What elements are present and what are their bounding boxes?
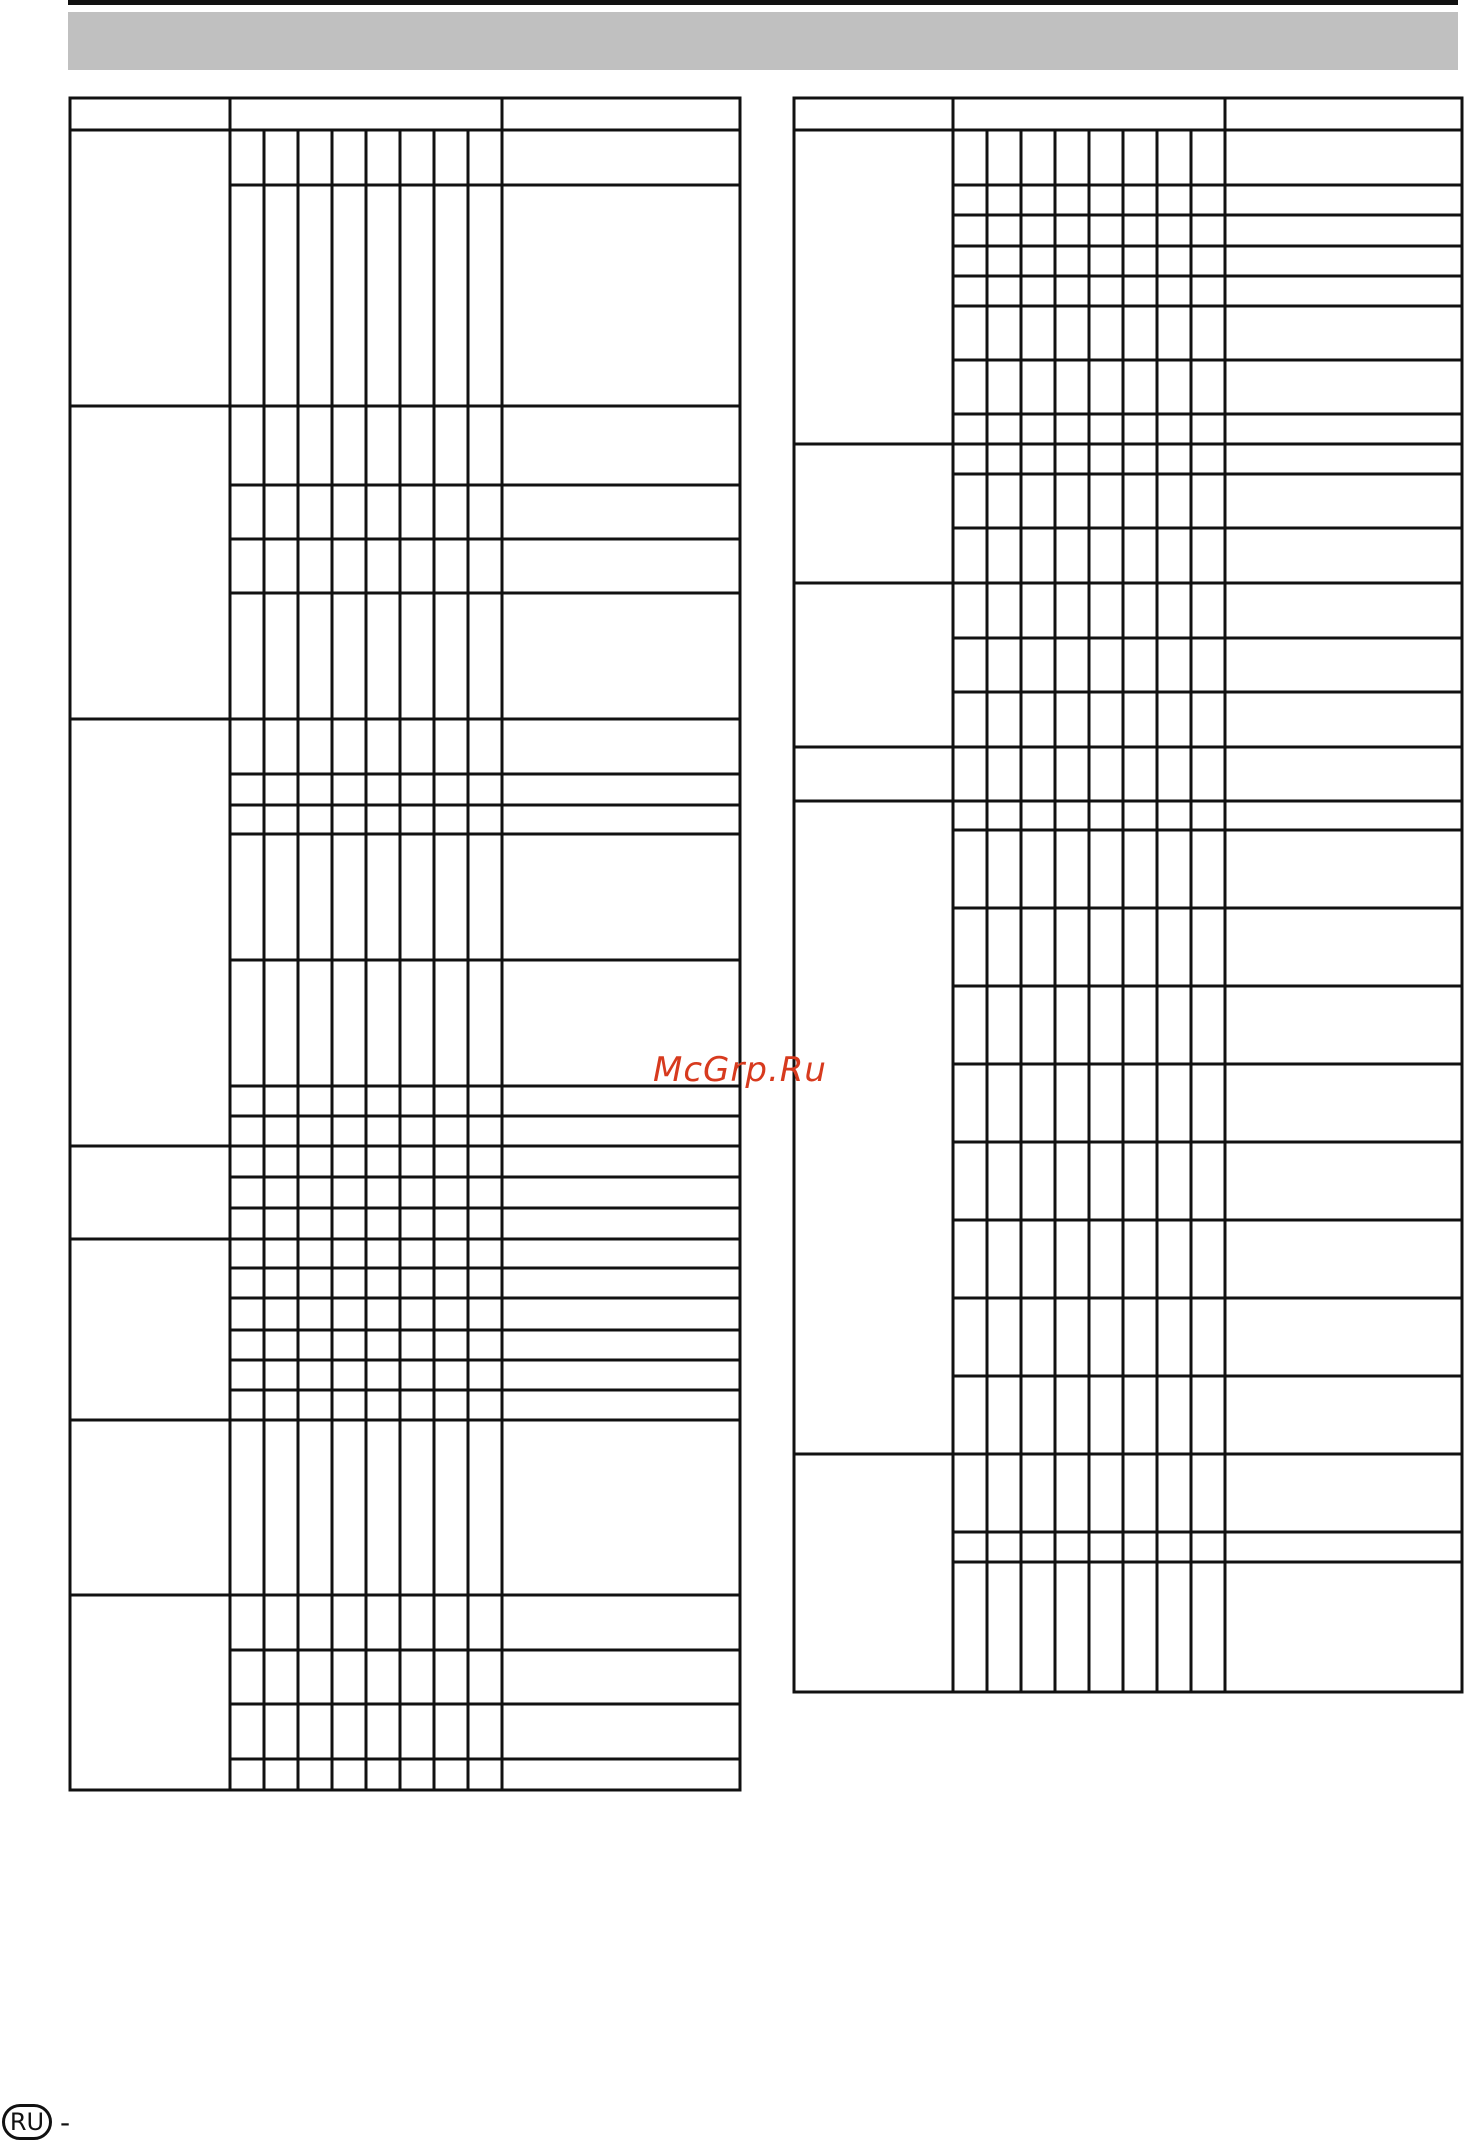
language-badge: RU (2, 2104, 52, 2140)
page-number-separator: - (60, 2105, 71, 2139)
left-code-table (70, 98, 740, 1790)
page-footer (2, 2102, 70, 2142)
right-code-table (794, 98, 1462, 1692)
watermark-text: McGrp.Ru (653, 1050, 827, 1090)
